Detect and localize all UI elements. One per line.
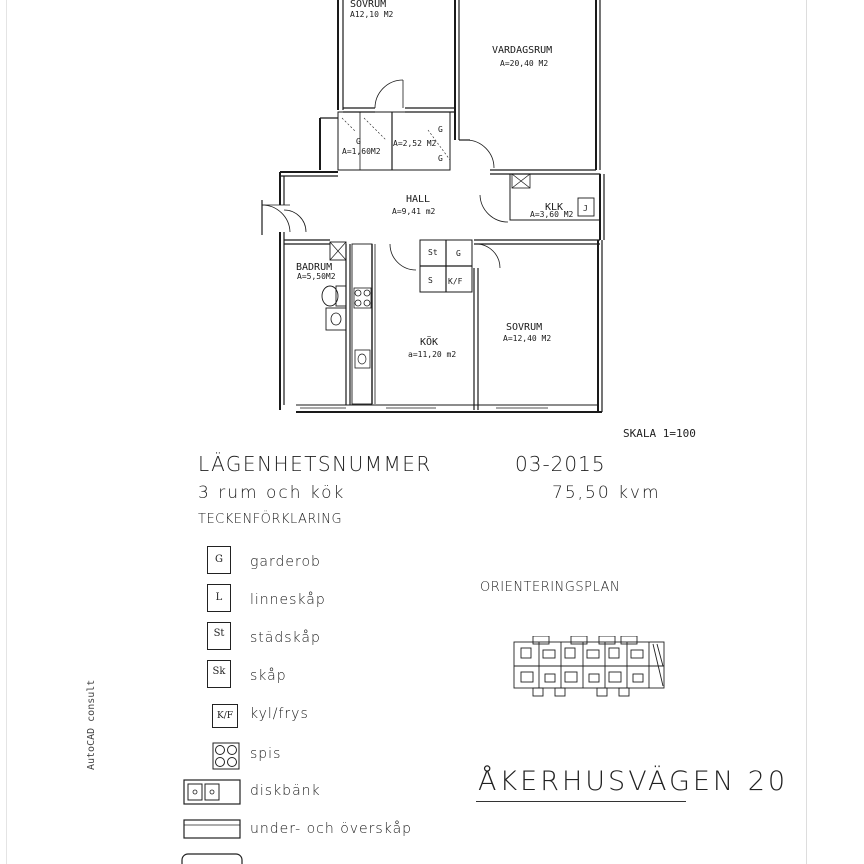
closet-code-right-1: G bbox=[438, 125, 443, 134]
closet-code-left: G bbox=[356, 137, 361, 146]
room-area-hall: A=9,41 m2 bbox=[392, 207, 436, 216]
scale-label: SKALA 1=100 bbox=[623, 427, 696, 440]
apartment-number-label: LÄGENHETSNUMMER bbox=[198, 452, 432, 476]
address: ÅKERHUSVÄGEN 20 bbox=[478, 766, 789, 797]
legend-item-spis bbox=[0, 742, 420, 772]
room-name-sovrum-1: SOVRUM bbox=[350, 0, 387, 10]
room-name-badrum: BADRUM bbox=[296, 262, 333, 273]
legend-item-kylfrys bbox=[0, 704, 420, 734]
legend-text-spis: spis bbox=[250, 746, 282, 762]
kitchen-kf-symbol: K/F bbox=[448, 277, 463, 286]
legend-text-counter: under- och överskåp bbox=[250, 821, 413, 837]
kitchen-st-symbol: St bbox=[428, 248, 438, 257]
legend-text-garderob: garderob bbox=[250, 554, 321, 570]
legend-symbol-g: G bbox=[207, 546, 231, 574]
closet-area-right: A=2,52 M2 bbox=[393, 139, 437, 148]
legend-text-diskbank: diskbänk bbox=[250, 783, 321, 799]
legend-title: TECKENFÖRKLARING bbox=[198, 512, 343, 527]
side-text: AutoCAD consult bbox=[86, 679, 97, 770]
legend-symbol-l: L bbox=[207, 584, 231, 612]
legend-text-kylfrys: kyl/frys bbox=[250, 706, 309, 722]
room-name-kok: KÖK bbox=[420, 337, 439, 348]
kitchen-s-symbol: S bbox=[428, 276, 433, 285]
legend-text-linneskap: linneskåp bbox=[250, 592, 326, 608]
legend-item-stadskap bbox=[0, 622, 420, 652]
klk-symbol: J bbox=[583, 204, 588, 213]
room-area-sovrum-2: A=12,40 M2 bbox=[503, 334, 552, 343]
legend-item-diskbank bbox=[0, 778, 420, 808]
apartment-rooms: 3 rum och kök bbox=[198, 483, 346, 503]
room-name-sovrum-2: SOVRUM bbox=[506, 322, 543, 333]
sink-icon bbox=[183, 778, 241, 806]
counter-icon bbox=[183, 818, 241, 840]
spis-icon bbox=[212, 742, 240, 770]
room-area-badrum: A=5,50M2 bbox=[297, 272, 336, 281]
apartment-area: 75,50 kvm bbox=[552, 483, 661, 503]
kitchen-g-symbol: G bbox=[456, 249, 461, 258]
legend-item-garderob bbox=[0, 546, 420, 576]
legend-symbol-sk: Sk bbox=[207, 660, 231, 688]
legend-text-stadskap: städskåp bbox=[250, 630, 321, 646]
legend-symbol-st: St bbox=[207, 622, 231, 650]
legend-item-linneskap bbox=[0, 584, 420, 614]
address-underline bbox=[476, 801, 686, 802]
orientation-title: ORIENTERINGSPLAN bbox=[480, 580, 621, 595]
apartment-number: 03-2015 bbox=[515, 452, 606, 476]
room-area-kok: a=11,20 m2 bbox=[408, 350, 457, 359]
legend-item-skap bbox=[0, 660, 420, 690]
room-name-hall: HALL bbox=[406, 194, 431, 205]
closet-area-left: A=1,60M2 bbox=[342, 147, 381, 156]
room-area-klk: A=3,60 M2 bbox=[530, 210, 574, 219]
closet-code-right-2: G bbox=[438, 154, 443, 163]
room-area-sovrum-1: A12,10 M2 bbox=[350, 10, 394, 19]
legend-item-counter bbox=[0, 818, 420, 848]
legend-text-skap: skåp bbox=[250, 668, 287, 684]
room-name-klk: KLK bbox=[545, 202, 564, 213]
orientation-map bbox=[513, 636, 669, 700]
legend-symbol-kf: K/F bbox=[212, 704, 238, 728]
room-name-vardagsrum: VARDAGSRUM bbox=[492, 45, 553, 56]
bathtub-icon bbox=[180, 852, 244, 864]
room-area-vardagsrum: A=20,40 M2 bbox=[500, 59, 549, 68]
